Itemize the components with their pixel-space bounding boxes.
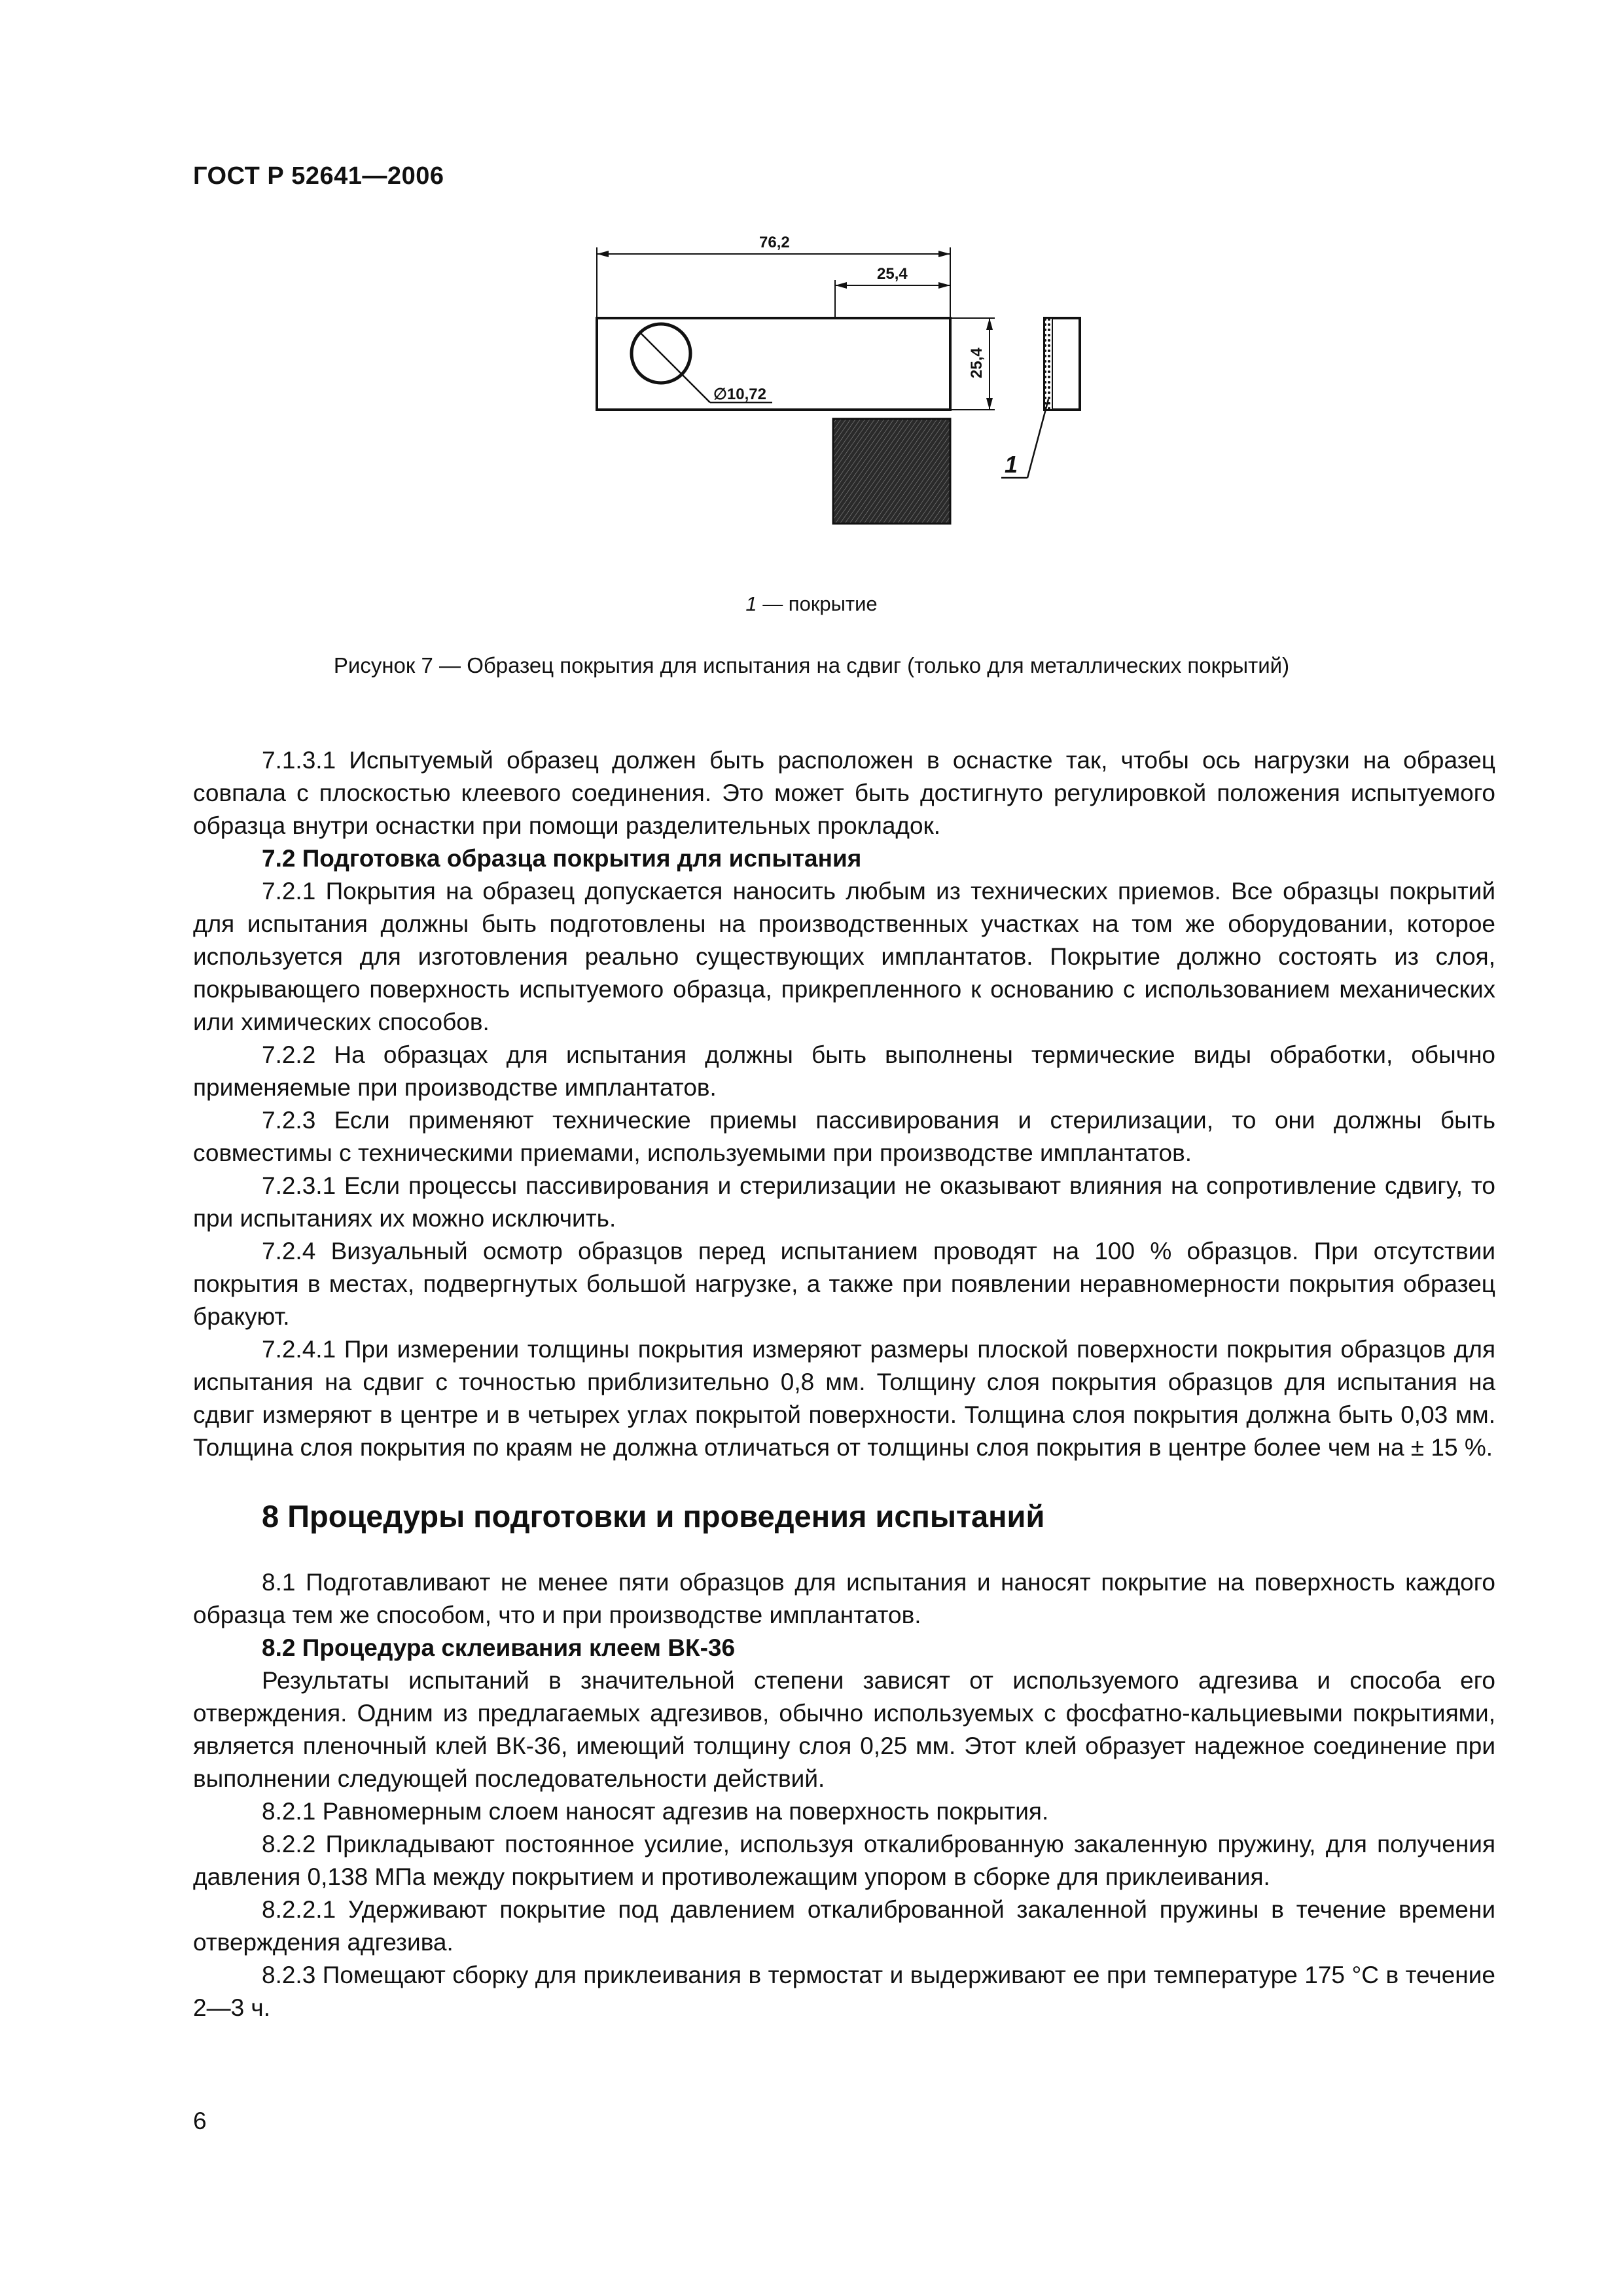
partial-length-label: 25,4 bbox=[877, 265, 908, 283]
paragraph-8-2-2-1: 8.2.2.1 Удерживают покрытие под давлением откалиброванной закаленной пружины в течение времени отверждения адгезива. bbox=[193, 1896, 1495, 1956]
paragraph-7-2-2: 7.2.2 На образцах для испытания должны быть выполнены термические виды обработки, обычно применяемые при производстве имплантатов. bbox=[193, 1041, 1495, 1101]
paragraph-7-2-4: 7.2.4 Визуальный осмотр образцов перед испытанием проводят на 100 % образцов. При отсутствии покрытия в местах, подвергнутых большой нагрузке, а также при появлении неравномерности покрытия образец бракуют. bbox=[193, 1238, 1495, 1330]
paragraph-7-2-1: 7.2.1 Покрытия на образец допускается наносить любым из технических приемов. Все образцы покрытий для испытания должны быть подготовлены на производственных участках на том же оборудовании, которое используется для изготовления реально существующих имплантатов. Покрытие должно состоять из слоя, покрывающего поверхность испытуемого образца, прикрепленного к основанию с использованием механических или химических способов. bbox=[193, 878, 1495, 1035]
paragraph-8-2-intro: Результаты испытаний в значительной степени зависят от используемого адгезива и способа его отверждения. Одним из предлагаемых адгезивов, обычно используемых с фосфатно-кальциевыми покрытиями, является пленочный клей ВК-36, имеющий толщину слоя 0,25 мм. Этот клей образует надежное соединение при выполнении следующей последовательности действий. bbox=[193, 1667, 1495, 1792]
callout-leader bbox=[1027, 399, 1048, 478]
paragraph-7-2-3-1: 7.2.3.1 Если процессы пассивирования и стерилизации не оказывают влияния на сопротивление сдвигу, то при испытаниях их можно исключить. bbox=[193, 1172, 1495, 1232]
height-label: 25,4 bbox=[968, 348, 986, 378]
document-header: ГОСТ Р 52641—2006 bbox=[193, 162, 444, 190]
diameter-label: ∅10,72 bbox=[713, 386, 766, 403]
document-body bbox=[193, 744, 1495, 2024]
coating-area bbox=[833, 419, 950, 524]
figure-legend bbox=[0, 592, 1623, 616]
section-heading-8: 8 Процедуры подготовки и проведения испытаний bbox=[262, 1499, 1045, 1534]
paragraph-7-2-4-1: 7.2.4.1 При измерении толщины покрытия измеряют размеры плоской поверхности покрытия образцов для испытания на сдвиг с точностью приблизительно 0,8 мм. Толщину слоя покрытия образцов для испытания на сдвиг измеряют в центре и в четырех углах покрытой поверхности. Толщина слоя покрытия должна быть 0,03 мм. Толщина слоя покрытия по краям не должна отличаться от толщины слоя покрытия в центре более чем на ± 15 %. bbox=[193, 1336, 1495, 1461]
legend-text: — покрытие bbox=[757, 592, 878, 615]
page-number: 6 bbox=[193, 2108, 207, 2134]
figure-caption: Рисунок 7 — Образец покрытия для испытания на сдвиг (только для металлических покрытий) bbox=[333, 653, 1290, 677]
paragraph-8-1: 8.1 Подготавливают не менее пяти образцов для испытания и наносят покрытие на поверхность каждого образца тем же способом, что и при производстве имплантатов. bbox=[193, 1569, 1495, 1628]
paragraph-8-2-3: 8.2.3 Помещают сборку для приклеивания в термостат и выдерживают ее при температуре 175 °С в течение 2—3 ч. bbox=[193, 1962, 1495, 2021]
legend-number: 1 bbox=[745, 592, 757, 615]
total-length-label: 76,2 bbox=[759, 234, 790, 251]
paragraph-8-2-2: 8.2.2 Прикладывают постоянное усилие, используя откалиброванную закаленную пружину, для получения давления 0,138 МПа между покрытием и противолежащим упором в сборке для приклеивания. bbox=[193, 1831, 1495, 1890]
figure-7-drawing bbox=[576, 223, 1165, 589]
shear-specimen-drawing bbox=[576, 223, 1165, 589]
subsection-heading-8-2: 8.2 Процедура склеивания клеем ВК-36 bbox=[262, 1634, 736, 1661]
paragraph-7-2-3: 7.2.3 Если применяют технические приемы пассивирования и стерилизации, то они должны быть совместимы с техническими приемами, используемыми при производстве имплантатов. bbox=[193, 1107, 1495, 1166]
callout-1-label: 1 bbox=[1005, 451, 1018, 478]
subsection-heading-7-2: 7.2 Подготовка образца покрытия для испытания bbox=[262, 845, 862, 872]
paragraph-8-2-1: 8.2.1 Равномерным слоем наносят адгезив на поверхность покрытия. bbox=[262, 1798, 1049, 1825]
side-view-coating bbox=[1044, 318, 1052, 410]
paragraph-7-1-3-1: 7.1.3.1 Испытуемый образец должен быть расположен в оснастке так, чтобы ось нагрузки на образец совпала с плоскостью клеевого соединения. Это может быть достигнуто регулировкой положения испытуемого образца внутри оснастки при помощи разделительных прокладок. bbox=[193, 747, 1495, 839]
